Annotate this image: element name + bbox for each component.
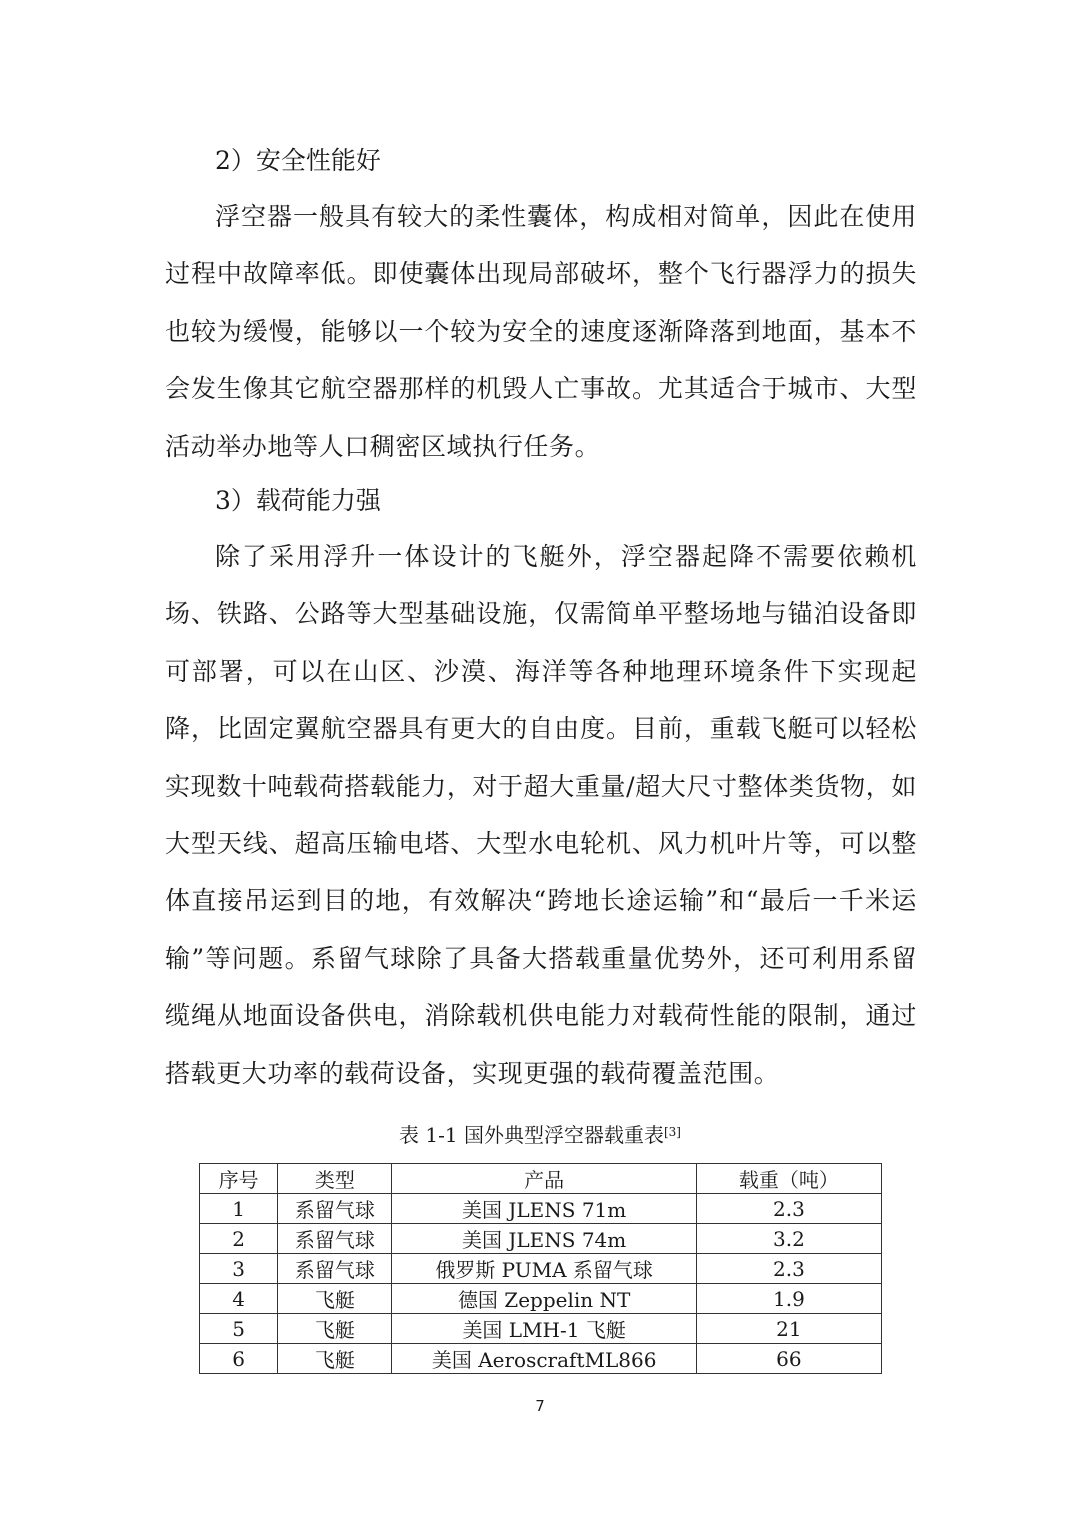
header-payload: 载重（吨） [696,1164,881,1194]
cell-index: 6 [200,1344,278,1374]
table-header-row [200,1164,882,1194]
table-row [200,1224,882,1254]
cell-index: 5 [200,1314,278,1344]
cell-index: 4 [200,1284,278,1314]
cell-index: 1 [200,1194,278,1224]
table-row [200,1284,882,1314]
table-caption-text: 表 1-1 国外典型浮空器载重表 [399,1123,664,1147]
header-product: 产品 [392,1164,696,1194]
cell-payload: 1.9 [696,1284,881,1314]
cell-payload: 3.2 [696,1224,881,1254]
page-number: 7 [535,1397,545,1415]
paragraph-payload: 除了采用浮升一体设计的飞艇外，浮空器起降不需要依赖机场、铁路、公路等大型基础设施，仅需简单平整场地与锚泊设备即可部署，可以在山区、沙漠、海洋等各种地理环境条件下实现起降，比固定翼航空器具有更大的自由度。目前，重载飞艇可以轻松实现数十吨载荷搭载能力，对于超大重量/超大尺寸整体类货物，如大型天线、超高压输电塔、大型水电轮机、风力机叶片等，可以整体直接吊运到目的地，有效解决“跨地长途运输”和“最后一千米运输”等问题。系留气球除了具备大搭载重量优势外，还可利用系留缆绳从地面设备供电，消除载机供电能力对载荷性能的限制，通过搭载更大功率的载荷设备，实现更强的载荷覆盖范围。 [165,542,917,1088]
cell-product: 俄罗斯 PUMA 系留气球 [392,1254,696,1284]
cell-payload: 21 [696,1314,881,1344]
cell-index: 2 [200,1224,278,1254]
header-type: 类型 [278,1164,392,1194]
table-row [200,1194,882,1224]
cell-type: 飞艇 [278,1314,392,1344]
table-row [200,1314,882,1344]
section-heading-payload: 3）载荷能力强 [215,486,381,515]
cell-product: 美国 JLENS 71m [392,1194,696,1224]
cell-type: 系留气球 [278,1194,392,1224]
table-row [200,1254,882,1284]
table-caption [0,1122,1080,1148]
cell-product: 美国 LMH-1 飞艇 [392,1314,696,1344]
cell-type: 系留气球 [278,1224,392,1254]
cell-type: 飞艇 [278,1344,392,1374]
cell-type: 系留气球 [278,1254,392,1284]
cell-product: 美国 JLENS 74m [392,1224,696,1254]
cell-product: 美国 AeroscraftML866 [392,1344,696,1374]
cell-index: 3 [200,1254,278,1284]
cell-payload: 2.3 [696,1254,881,1284]
payload-table [199,1163,882,1374]
header-index: 序号 [200,1164,278,1194]
table-caption-reference: [3] [663,1125,681,1139]
section-heading-safety: 2）安全性能好 [215,146,381,175]
cell-product: 德国 Zeppelin NT [392,1284,696,1314]
paragraph-safety: 浮空器一般具有较大的柔性囊体，构成相对简单，因此在使用过程中故障率低。即使囊体出现局部破坏，整个飞行器浮力的损失也较为缓慢，能够以一个较为安全的速度逐渐降落到地面，基本不会发生像其它航空器那样的机毁人亡事故。尤其适合于城市、大型活动举办地等人口稠密区域执行任务。 [165,202,917,461]
table-row [200,1344,882,1374]
cell-type: 飞艇 [278,1284,392,1314]
cell-payload: 2.3 [696,1194,881,1224]
cell-payload: 66 [696,1344,881,1374]
